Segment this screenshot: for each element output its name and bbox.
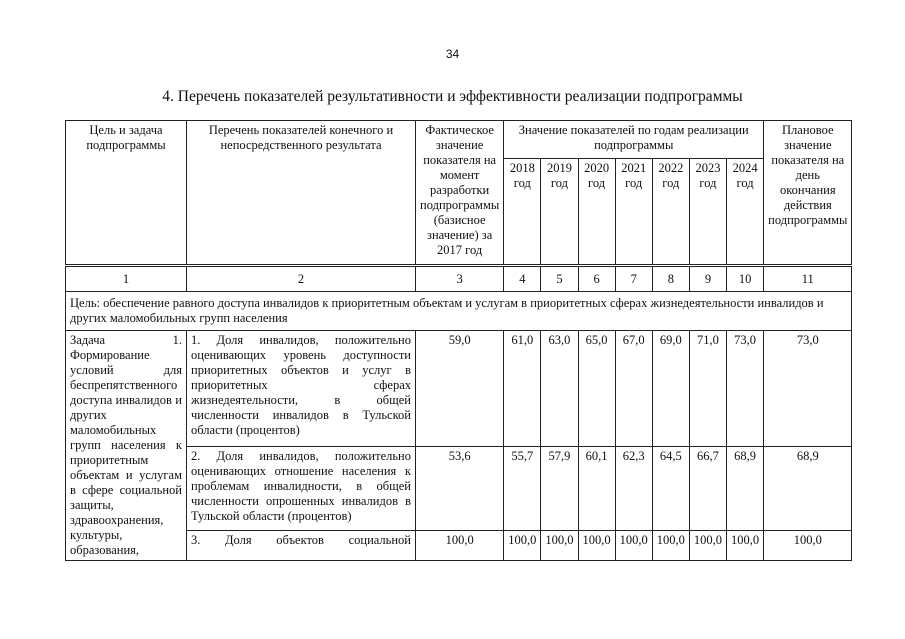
task-cell: Задача 1. Формирование условий для беспрепятственного доступа инвалидов и других маломобильных групп населения к приоритетным объектам и услугам в сфере социальной защиты, здравоохранения, культуры, образования, [66, 331, 187, 561]
header-indicators: Перечень показателей конечного и непосредственного результата [187, 121, 416, 266]
year-value: 71,0 [689, 331, 726, 447]
year-value: 66,7 [689, 447, 726, 531]
planned-value: 68,9 [764, 447, 852, 531]
year-value: 68,9 [727, 447, 764, 531]
year-value: 57,9 [541, 447, 578, 531]
column-number: 10 [727, 266, 764, 292]
year-value: 100,0 [652, 531, 689, 561]
year-value: 69,0 [652, 331, 689, 447]
table-row [66, 331, 852, 447]
year-value: 100,0 [578, 531, 615, 561]
header-goal-task: Цель и задача подпрограммы [66, 121, 187, 266]
header-years-group: Значение показателей по годам реализации подпрограммы [504, 121, 764, 159]
year-value: 65,0 [578, 331, 615, 447]
base-value: 100,0 [416, 531, 504, 561]
header-year-2023: 2023 год [689, 159, 726, 266]
year-value: 100,0 [541, 531, 578, 561]
year-value: 100,0 [727, 531, 764, 561]
goal-row: Цель: обеспечение равного доступа инвалидов к приоритетным объектам и услугам в приоритетных сферах жизнедеятельности инвалидов и других маломобильных групп населения [66, 292, 852, 331]
header-year-2019: 2019 год [541, 159, 578, 266]
column-number: 7 [615, 266, 652, 292]
indicators-table [65, 120, 852, 561]
column-number: 9 [689, 266, 726, 292]
header-base-value: Фактическое значение показателя на момент разработки подпрограммы (базисное значение) за 2017 год [416, 121, 504, 266]
header-year-2018: 2018 год [504, 159, 541, 266]
indicator-text: 1. Доля инвалидов, положительно оценивающих уровень доступности приоритетных объектов и услуг в приоритетных сферах жизнедеятельности, в общей численности инвалидов в Тульской области (процентов) [187, 331, 416, 447]
year-value: 62,3 [615, 447, 652, 531]
header-year-2024: 2024 год [727, 159, 764, 266]
year-value: 100,0 [504, 531, 541, 561]
planned-value: 100,0 [764, 531, 852, 561]
year-value: 64,5 [652, 447, 689, 531]
column-number: 3 [416, 266, 504, 292]
column-number: 11 [764, 266, 852, 292]
column-numbers-row [66, 266, 852, 292]
header-year-2020: 2020 год [578, 159, 615, 266]
year-value: 100,0 [615, 531, 652, 561]
planned-value: 73,0 [764, 331, 852, 447]
column-number: 6 [578, 266, 615, 292]
column-number: 1 [66, 266, 187, 292]
column-number: 2 [187, 266, 416, 292]
page-number: 34 [445, 47, 460, 61]
header-year-2021: 2021 год [615, 159, 652, 266]
year-value: 61,0 [504, 331, 541, 447]
header-year-2022: 2022 год [652, 159, 689, 266]
column-number: 5 [541, 266, 578, 292]
year-value: 60,1 [578, 447, 615, 531]
column-number: 8 [652, 266, 689, 292]
header-planned-value: Плановое значение показателя на день окончания действия подпрограммы [764, 121, 852, 266]
year-value: 100,0 [689, 531, 726, 561]
base-value: 53,6 [416, 447, 504, 531]
section-title: 4. Перечень показателей результативности и эффективности реализации подпрограммы [162, 88, 743, 105]
year-value: 67,0 [615, 331, 652, 447]
year-value: 55,7 [504, 447, 541, 531]
year-value: 73,0 [727, 331, 764, 447]
indicator-text: 3. Доля объектов социальной [187, 531, 416, 561]
base-value: 59,0 [416, 331, 504, 447]
indicator-text: 2. Доля инвалидов, положительно оценивающих отношение населения к проблемам инвалидности, в общей численности опрошенных инвалидов в Тульской области (процентов) [187, 447, 416, 531]
column-number: 4 [504, 266, 541, 292]
year-value: 63,0 [541, 331, 578, 447]
